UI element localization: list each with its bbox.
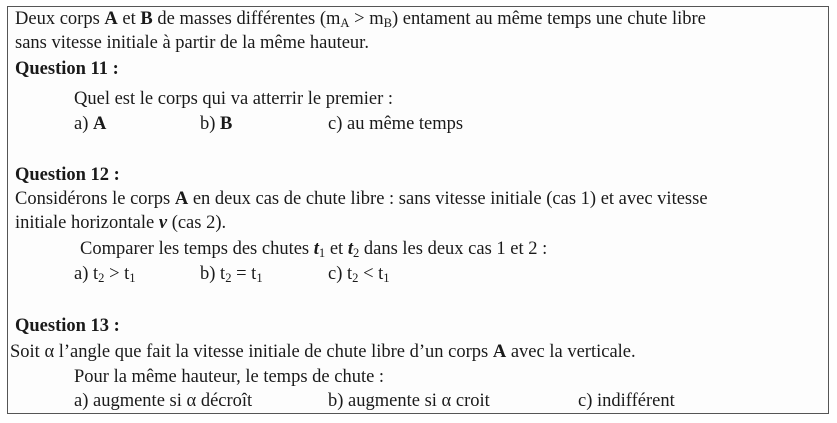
choice-text: < t xyxy=(358,264,384,284)
question-12-line-1 xyxy=(15,188,708,210)
intro-text: et xyxy=(117,9,141,29)
body-a-label: A xyxy=(492,342,507,362)
question-11-choice-a[interactable] xyxy=(74,113,106,135)
question-13-choice-a[interactable]: a) augmente si α décroît xyxy=(74,391,253,411)
choice-prefix: b) xyxy=(200,114,221,134)
choice-text: c) t xyxy=(328,264,353,284)
body-a-label: A xyxy=(174,189,189,209)
subscript: A xyxy=(340,16,350,31)
question-text: initiale horizontale xyxy=(15,213,159,233)
question-text: dans les deux cas 1 et 2 : xyxy=(359,239,548,259)
time-symbol: t xyxy=(347,239,353,259)
subscript: 2 xyxy=(98,271,105,286)
velocity-symbol: v xyxy=(158,213,168,233)
choice-text: = t xyxy=(231,264,257,284)
question-12-choice-b[interactable] xyxy=(200,263,263,285)
question-text: Comparer les temps des chutes xyxy=(80,239,314,259)
body-a-label: A xyxy=(104,9,118,29)
intro-line-1 xyxy=(15,8,706,30)
intro-text: de masses différentes (m xyxy=(152,9,341,29)
choice-text: b) t xyxy=(200,264,226,284)
question-11-choice-c[interactable]: c) au même temps xyxy=(328,114,464,134)
question-13-choice-c[interactable]: c) indifférent xyxy=(578,391,675,411)
subscript: 2 xyxy=(352,246,360,261)
question-12-line-2 xyxy=(15,212,226,234)
intro-text: ) entament au même temps une chute libre xyxy=(391,9,706,29)
question-13-title: Question 13 : xyxy=(15,316,120,336)
choice-text: a) t xyxy=(74,264,99,284)
question-11-choice-b[interactable] xyxy=(200,113,232,135)
intro-text: > m xyxy=(349,9,384,29)
choice-prefix: a) xyxy=(74,114,93,134)
subscript: B xyxy=(383,16,392,31)
subscript: 2 xyxy=(225,271,232,286)
question-11-title: Question 11 : xyxy=(15,59,119,79)
subscript: 1 xyxy=(256,271,263,286)
intro-text: Deux corps xyxy=(15,9,105,29)
time-symbol: t xyxy=(313,239,319,259)
question-11-prompt: Quel est le corps qui va atterrir le premier : xyxy=(74,89,393,109)
question-text: (cas 2). xyxy=(167,213,227,233)
subscript: 1 xyxy=(129,271,136,286)
intro-line-2: sans vitesse initiale à partir de la même hauteur. xyxy=(15,33,369,53)
question-12-choice-a[interactable] xyxy=(74,263,136,285)
choice-value: B xyxy=(220,114,233,134)
subscript: 2 xyxy=(352,271,359,286)
question-text: Considérons le corps xyxy=(15,189,175,209)
question-13-prompt: Pour la même hauteur, le temps de chute : xyxy=(74,367,385,387)
body-b-label: B xyxy=(140,9,153,29)
question-13-line-1 xyxy=(10,341,636,363)
question-13-choice-b[interactable]: b) augmente si α croit xyxy=(328,391,490,411)
subscript: 1 xyxy=(383,271,390,286)
question-text: avec la verticale. xyxy=(506,342,636,362)
question-text: Soit α l’angle que fait la vitesse initiale de chute libre d’un corps xyxy=(10,342,493,362)
question-12-title: Question 12 : xyxy=(15,165,120,185)
choice-text: > t xyxy=(104,264,130,284)
question-12-choice-c[interactable] xyxy=(328,263,390,285)
subscript: 1 xyxy=(318,246,326,261)
question-text: en deux cas de chute libre : sans vitesse initiale (cas 1) et avec vitesse xyxy=(188,189,708,209)
question-text: et xyxy=(325,239,348,259)
question-12-prompt xyxy=(80,238,547,260)
choice-value: A xyxy=(93,114,107,134)
